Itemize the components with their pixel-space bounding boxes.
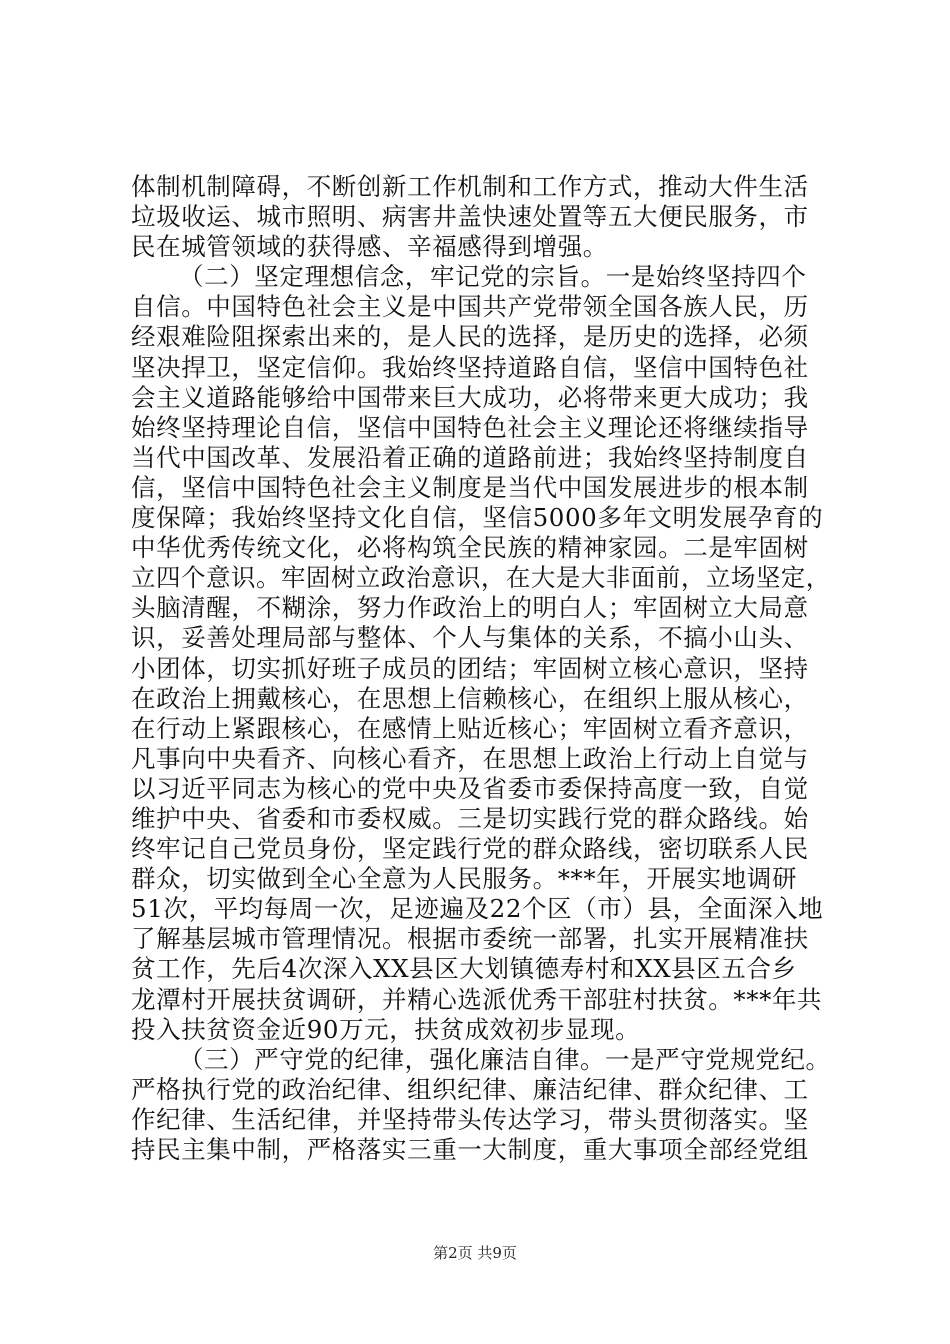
text-line: 当代中国改革、发展沿着正确的道路前进；我始终坚持制度自 [131, 442, 809, 472]
text-line: 以习近平同志为核心的党中央及省委市委保持高度一致，自觉 [131, 773, 809, 803]
text-line: 了解基层城市管理情况。根据市委统一部署，扎实开展精准扶 [131, 924, 809, 954]
text-line: 民在城管领域的获得感、辛福感得到增强。 [131, 232, 608, 262]
text-line: 头脑清醒，不糊涂，努力作政治上的明白人；牢固树立大局意 [131, 593, 809, 623]
text-line: 识，妥善处理局部与整体、个人与集体的关系，不搞小山头、 [131, 623, 809, 653]
text-line: 垃圾收运、城市照明、病害井盖快速处置等五大便民服务，市 [131, 202, 809, 232]
text-line: 维护中央、省委和市委权威。三是切实践行党的群众路线。始 [131, 803, 809, 833]
text-line: 群众，切实做到全心全意为人民服务。***年，开展实地调研 [131, 864, 798, 894]
text-line: 持民主集中制，严格落实三重一大制度，重大事项全部经党组 [131, 1135, 809, 1164]
text-line: 终牢记自己党员身份，坚定践行党的群众路线，密切联系人民 [131, 834, 809, 864]
text-line: 体制机制障碍，不断创新工作机制和工作方式，推动大件生活 [131, 172, 809, 201]
text-line: 投入扶贫资金近90万元，扶贫成效初步显现。 [131, 1014, 641, 1044]
text-line: （二）坚定理想信念，牢记党的宗旨。一是始终坚持四个 [179, 262, 807, 292]
text-line: 严格执行党的政治纪律、组织纪律、廉洁纪律、群众纪律、工 [131, 1074, 809, 1104]
text-line: （三）严守党的纪律，强化廉洁自律。一是严守党规党纪。 [179, 1044, 831, 1074]
text-line: 作纪律、生活纪律，并坚持带头传达学习，带头贯彻落实。坚 [131, 1104, 809, 1134]
text-line: 小团体，切实抓好班子成员的团结；牢固树立核心意识，坚持 [131, 653, 809, 683]
text-line: 会主义道路能够给中国带来巨大成功，必将带来更大成功；我 [131, 382, 809, 412]
text-line: 经艰难险阻探索出来的，是人民的选择，是历史的选择，必须 [131, 322, 809, 352]
text-line: 51次，平均每周一次，足迹遍及22个区（市）县，全面深入地 [131, 894, 824, 924]
text-line: 信，坚信中国特色社会主义制度是当代中国发展进步的根本制 [131, 472, 809, 502]
text-line: 龙潭村开展扶贫调研，并精心选派优秀干部驻村扶贫。***年共 [131, 984, 823, 1014]
text-line: 自信。中国特色社会主义是中国共产党带领全国各族人民，历 [131, 292, 809, 322]
document-body [131, 172, 831, 1165]
text-line: 始终坚持理论自信，坚信中国特色社会主义理论还将继续指导 [131, 412, 809, 442]
text-line: 贫工作，先后4次深入XX县区大划镇德寿村和XX县区五合乡 [131, 954, 797, 984]
text-line: 在行动上紧跟核心，在感情上贴近核心；牢固树立看齐意识， [131, 713, 809, 743]
text-line: 凡事向中央看齐、向核心看齐，在思想上政治上行动上自觉与 [131, 743, 809, 773]
text-line: 度保障；我始终坚持文化自信，坚信5000多年文明发展孕育的 [131, 503, 824, 533]
text-line: 中华优秀传统文化，必将构筑全民族的精神家园。二是牢固树 [131, 533, 809, 563]
text-line: 在政治上拥戴核心，在思想上信赖核心，在组织上服从核心， [131, 683, 809, 713]
page-footer: 第2页 共9页 [433, 1244, 517, 1262]
text-line: 坚决捍卫，坚定信仰。我始终坚持道路自信，坚信中国特色社 [131, 352, 809, 382]
text-line: 立四个意识。牢固树立政治意识，在大是大非面前，立场坚定， [131, 563, 831, 593]
